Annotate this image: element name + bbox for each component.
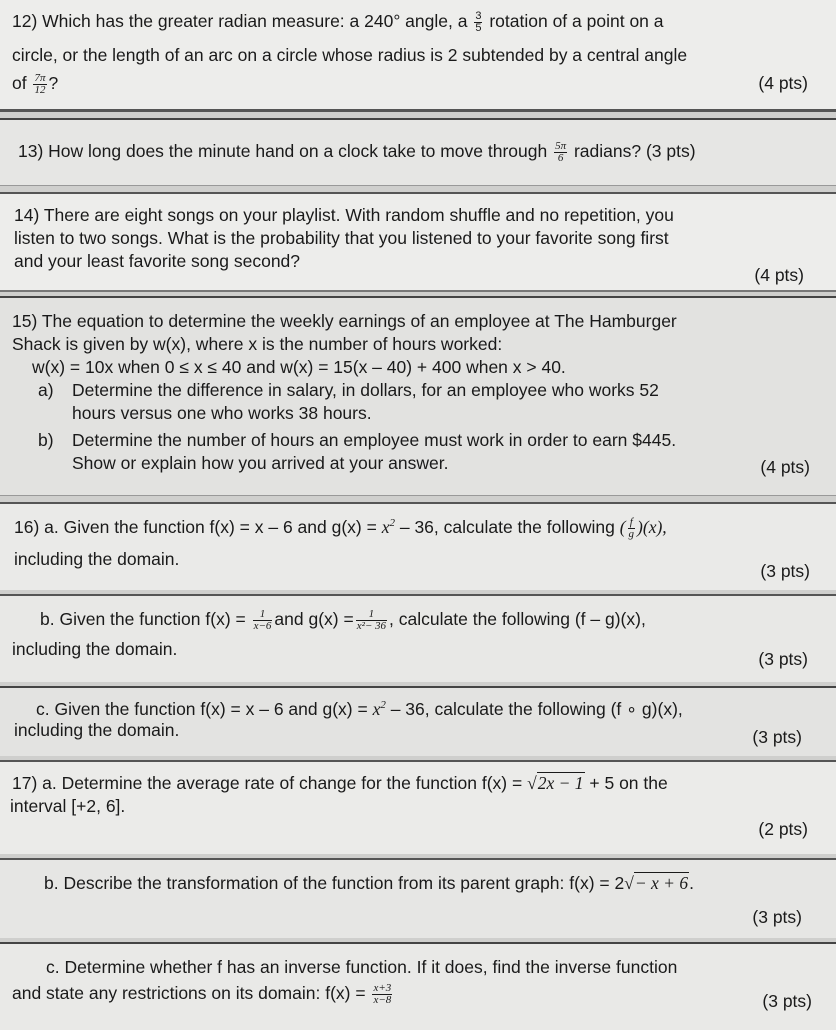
question-16b [0, 594, 836, 682]
q17c-line-1: c. Determine whether f has an inverse function. If it does, find the inverse function [46, 957, 678, 977]
q17a-line-2: interval [+2, 6]. [10, 796, 126, 816]
q15-part-b-line-1: Determine the number of hours an employee must work in order to earn $445. [72, 430, 677, 450]
q17a-line-1: 17) a. Determine the average rate of change for the function f(x) = √2x − 1 + 5 on the [12, 773, 668, 793]
q17a-points: (2 pts) [758, 819, 808, 839]
q15-points: (4 pts) [760, 457, 810, 477]
fraction-7pi-12: $\frac{7\pi}{12}$ [34, 71, 46, 96]
question-15 [0, 296, 836, 496]
q15-part-b-label: b) [38, 430, 54, 450]
q15-part-b-line-2: Show or explain how you arrived at your answer. [72, 453, 449, 473]
q16c-points: (3 pts) [752, 727, 802, 747]
q16b-points: (3 pts) [758, 649, 808, 669]
q16a-line-2: including the domain. [14, 549, 180, 569]
q13-line: 13) How long does the minute hand on a clock take to move through $\frac{5\pi}{6}$ radians? (3 pts) [18, 139, 696, 164]
fraction-f-inverse: $\frac{x+3}{x-8}$ [373, 981, 392, 1006]
question-14 [0, 192, 836, 292]
fraction-f-over-g: $\frac{f}{g}$ [628, 515, 635, 540]
question-16c [0, 686, 836, 756]
q16b-line-1: b. Given the function f(x) = $\frac{1}{x-6}$ and g(x) = $\frac{1}{\text{x²− 36}}$ , calculate the following (f – g)(x), [40, 607, 646, 632]
fraction-g: $\frac{1}{\text{x²− 36}}$ [356, 607, 387, 632]
fraction-5pi-6: $\frac{5\pi}{6}$ [555, 139, 567, 164]
q17c-line-2: and state any restrictions on its domain: f(x) = $\frac{x+3}{x-8}$ [12, 981, 392, 1006]
q17b-line-1: b. Describe the transformation of the function from its parent graph: f(x) = 2√− x + 6. [44, 873, 694, 893]
fraction-three-fifths: $\frac{3}{5}$ [475, 9, 482, 34]
q15-part-a-line-1: Determine the difference in salary, in dollars, for an employee who works 52 [72, 380, 659, 400]
q17c-points: (3 pts) [762, 991, 812, 1011]
q16b-line-2: including the domain. [12, 639, 178, 659]
question-13 [0, 118, 836, 186]
question-17b [0, 858, 836, 938]
q15-line-2: Shack is given by w(x), where x is the number of hours worked: [12, 334, 503, 354]
q16a-points: (3 pts) [760, 561, 810, 581]
q14-line-3: and your least favorite song second? [14, 251, 301, 271]
question-17c [0, 942, 836, 1030]
q15-part-a-label: a) [38, 380, 54, 400]
fraction-f: $\frac{1}{x-6}$ [253, 607, 272, 632]
q16a-line-1: 16) a. Given the function f(x) = x – 6 and $g(x) = x^2 - 36$, calculate the following ( $\frac{f}{g}$ )(x), [14, 515, 667, 540]
q12-points: (4 pts) [758, 73, 808, 93]
q12-line-3: of $\frac{7\pi}{12}$ ? [12, 71, 59, 96]
question-16a [0, 502, 836, 590]
q16c-line-2: including the domain. [14, 720, 180, 740]
q14-line-2: listen to two songs. What is the probability that you listened to your favorite song first [14, 228, 669, 248]
q15-equation: w(x) = 10x when 0 ≤ x ≤ 40 and w(x) = 15(x – 40) + 400 when x > 40. [32, 357, 566, 377]
q12-line-2: circle, or the length of an arc on a circle whose radius is 2 subtended by a central angle [12, 45, 688, 65]
q14-points: (4 pts) [754, 265, 804, 285]
question-12 [0, 0, 836, 112]
q15-part-a-line-2: hours versus one who works 38 hours. [72, 403, 372, 423]
q14-line-1: 14) There are eight songs on your playlist. With random shuffle and no repetition, you [14, 205, 674, 225]
question-17a [0, 760, 836, 854]
q12-line-1: 12) Which has the greater radian measure: a 240° angle, a $\frac{3}{5}$ rotation of a point on a [12, 9, 664, 34]
q15-line-1: 15) The equation to determine the weekly earnings of an employee at The Hamburger [12, 311, 677, 331]
q17b-points: (3 pts) [752, 907, 802, 927]
q16c-line-1: c. Given the function f(x) = x – 6 and $g(x) = x^2 - 36$, calculate the following (f ∘ g)(x), [36, 699, 683, 719]
